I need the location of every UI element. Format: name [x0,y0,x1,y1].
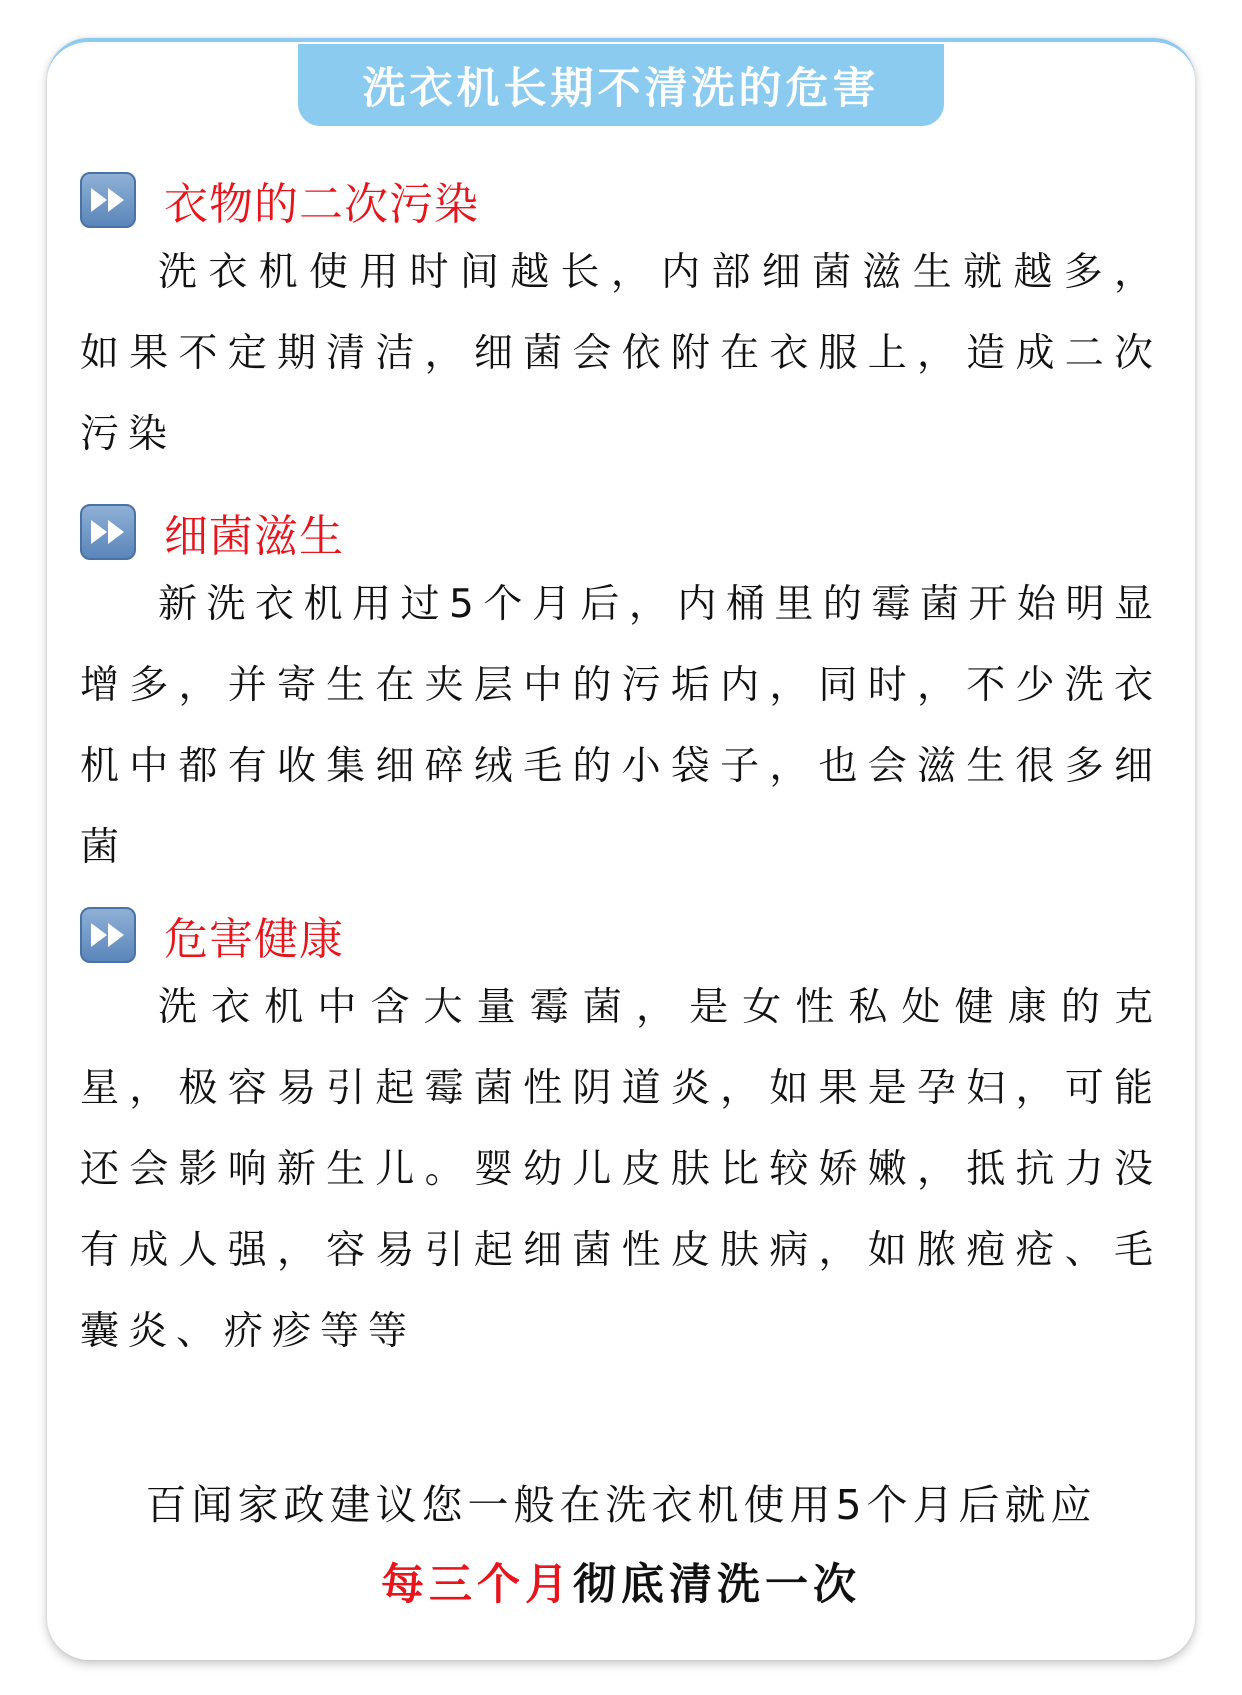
title-banner [298,44,944,126]
section-body: 新洗衣机用过5个月后，内桶里的霉菌开始明显增多，并寄生在夹层中的污垢内，同时，不少洗衣机中都有收集细碎绒毛的小袋子，也会滋生很多细菌 [80,582,1162,870]
section-header-health-harm [80,905,344,965]
fast-forward-icon [80,172,136,228]
frequency-highlight: 每三个月 [381,1560,573,1610]
page-title: 洗衣机长期不清洗的危害 [362,63,880,114]
fast-forward-icon [80,907,136,963]
section-title: 危害健康 [164,914,344,965]
section-header-secondary-pollution [80,170,479,230]
section-header-bacteria-growth [80,502,344,562]
section-body: 洗衣机使用时间越长，内部细菌滋生就越多，如果不定期清洁，细菌会依附在衣服上，造成二次污染 [80,250,1162,457]
section-title: 衣物的二次污染 [164,179,479,230]
recommendation-text: 百闻家政建议您一般在洗衣机使用5个月后就应 [145,1481,1097,1529]
recommendation-emphasis [0,1551,1242,1612]
section-title: 细菌滋生 [164,511,344,562]
section-body: 洗衣机中含大量霉菌，是女性私处健康的克星，极容易引起霉菌性阴道炎，如果是孕妇，可能还会影响新生儿。婴幼儿皮肤比较娇嫩，抵抗力没有成人强，容易引起细菌性皮肤病，如脓疱疮、毛囊炎、疥疹等等 [80,985,1162,1354]
fast-forward-icon [80,504,136,560]
recommendation-action: 彻底清洗一次 [573,1560,861,1610]
